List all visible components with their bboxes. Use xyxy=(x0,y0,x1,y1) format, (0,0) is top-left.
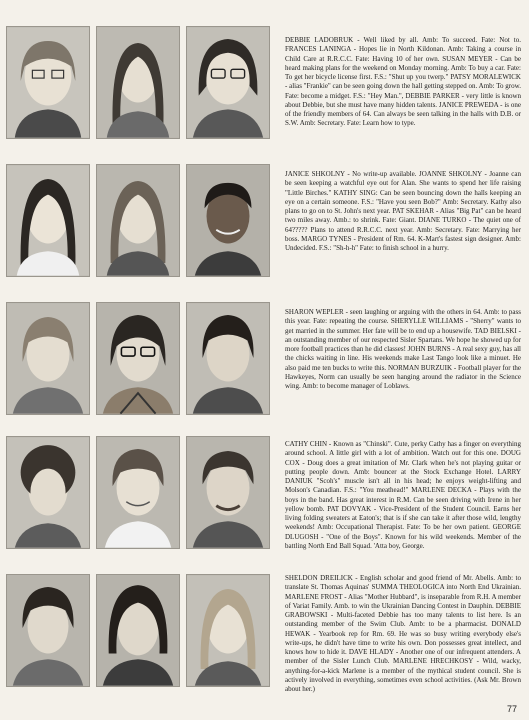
student-row-2 xyxy=(0,160,529,286)
student-row-1 xyxy=(0,26,529,152)
student-photo xyxy=(186,26,270,139)
student-photo xyxy=(96,302,180,415)
student-photo xyxy=(96,26,180,139)
student-bios: JANICE SHKOLNY - No write-up available. JOANNE SHKOLNY - Joanne can be seen keeping a watchful eye out for Alan. She wants to spend her life raising "Little Birches." KATHY SING: Can be seen bouncing down the halls keeping an eye on a certain someone. F.S.: "Have you seen Bob?" Amb: Secretary. Kathy also plans to go on to St. John's next year. PAT SKEHAR - Alias "Big Pat" can be heard two miles away. Amb.: to shrink. Fate: Giant. DIANE TURKO - The quiet one of 64????? Plans to attend R.R.C.C. next year. Amb: Secretary. Fate: Marrying her boss. MARGO TYNES - President of Rm. 64. K-Mart's fastest sign designer. Amb: Undecided. F.S.: "Sh-h-h" Fate: to finish school in a hurry. xyxy=(285,170,521,252)
student-photo xyxy=(186,302,270,415)
student-photo xyxy=(96,574,180,687)
page-number: 77 xyxy=(506,704,517,714)
student-row-4 xyxy=(0,432,529,558)
student-photo xyxy=(6,26,90,139)
student-photo xyxy=(186,574,270,687)
student-photo xyxy=(186,436,270,549)
student-photo xyxy=(96,436,180,549)
student-photo xyxy=(6,164,90,277)
student-row-5 xyxy=(0,570,529,710)
student-photo xyxy=(6,302,90,415)
student-bios: DEBBIE LADOBRUK - Well liked by all. Amb: To succeed. Fate: Not to. FRANCES LANINGA - Hopes lie in North Kildonan. Amb: Taking a course in Child Care at R.R.C.C. Fate: Having 10 of her own. SUSAN MEYER - Can be heard making plans for the weekend on Monday morning. Amb: To buy a car. Fate: To get her bicycle license first. F.S.: "Shut up you twerp." PATSY MORALEWICK - alias "Frankie" can be seen going down the hall getting stepped on. Amb: To grow. Fate: become a midget. F.S.: "Hey Man.", DEBBIE PARKER - very little is known about Debbie, but she must have many hidden talents. JANICE PREWEDA - is one of the friendly members of 64. Can always be seen talking in the halls with D.B. or S.W. Amb: Secretary. Fate: Learn how to type. xyxy=(285,36,521,128)
student-bios: CATHY CHIN - Known as "Chinski". Cute, perky Cathy has a finger on everything around school. A little girl with a lot of ambition. Watch out for this one. DOUG COX - Doug does a great imitation of Mr. Clark when he's not playing guitar or putting people down. Amb: bouncer at the Stock Exchange Hotel. LARRY DANIUK "Scoh's" muscle isn't all in his head; he enjoys weight-lifting and Molson's Canadian. F.S.: "You meathead!" MARLENE DECKA - Plays with the boys in the band. Has great interest in R.M. Can be seen driving with Irene in her yellow bomb. PAT DOVYAK - Vice-President of the Student Council. Earns her living folding sweaters at Eaton's; that is if she can take it after those wild, lengthy weekends! Amb: Occupational Therapist. Fate: To be her own patient. GEORGE DLUGOSH - "One of the Boys". Known for his wild weekends. Member of the battling North End Ball Squad. 'Atta boy, George. xyxy=(285,440,521,550)
student-bios: SHELDON DREILICK - English scholar and good friend of Mr. Abells. Amb: to translate St. Thomas Aquinas' SUMMA THEOLOGICA into North End Ukrainian. MARLENE FROST - Alias "Mother Hubbard", is inseparable from R.H. A member of Variat Family. Amb. to win the Ukrainian Dancing Contest in Dauphin. DEBBIE GRABOWSKI - Multi-faceted Debbie has too many talents to list here. Is an outstanding member of the Swim Club. Amb: to be a pharmacist. DONALD HEWAK - Yearbook rep for Rm. 69. He was so busy writing everybody else's write-ups, he didn't have time to write his own. Don possesses great intellect, and knows how to hide it. DAVE HLADY - Another one of our infrequent attenders. A member of the Sisler Lunch Club. MARLENE HRECHKOSY - Wild, wacky, anything-for-a-kick Marlene is a member of the mythical student council. She is actively involved in everything, sometimes even school activities. (Ask Mr. Brown about her.) xyxy=(285,574,521,693)
student-bios: SHARON WEPLER - seen laughing or arguing with the others in 64. Amb: to pass this year. Fate: repeating the course. SHERYLLE WILLIAMS - "Sherry" wants to get married in the summer. Her fate will be to end up a housewife. TAD BIELSKI - an outstanding member of our respected Sisler Spartans. We hope he showed up for more football practices than he did classes! JOHN BURNS - A real sexy guy, has all the chicks waiting in line. His weekends make Last Tango look like a minuet. He also paid me ten bucks to write this. NORMAN BURZUIK - Football player for the Hawkeyes, Norm can usually be seen hanging around the radiator in the Science wing. Amb: to become manager of Loblaws. xyxy=(285,308,521,390)
student-photo xyxy=(6,436,90,549)
student-row-3 xyxy=(0,296,529,422)
student-photo xyxy=(186,164,270,277)
student-photo xyxy=(96,164,180,277)
student-photo xyxy=(6,574,90,687)
